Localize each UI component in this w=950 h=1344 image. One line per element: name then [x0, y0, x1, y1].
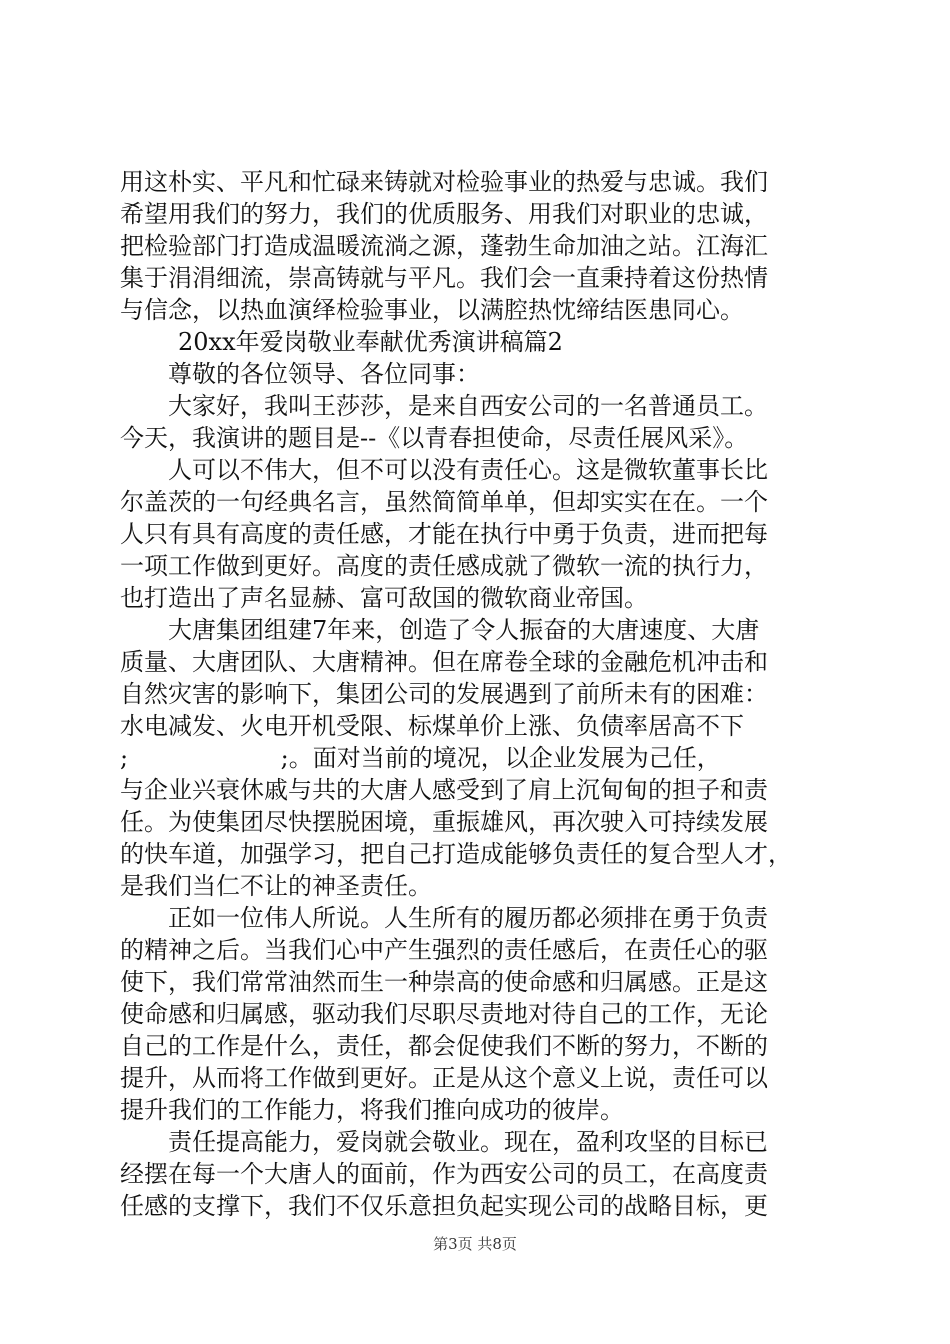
text-line: 用这朴实、平凡和忙碌来铸就对检验事业的热爱与忠诚。我们 [120, 168, 768, 196]
paragraph-start: 正如一位伟人所说。人生所有的履历都必须排在勇于负责 [168, 904, 768, 932]
paragraph-start: 责任提高能力，爱岗就会敬业。现在，盈利攻坚的目标已 [168, 1128, 768, 1156]
text-line: 与信念，以热血演绎检验事业，以满腔热忱缔结医患同心。 [120, 296, 744, 324]
page-footer: 第3页 共8页 [433, 1235, 517, 1253]
section-heading: 20xx年爱岗敬业奉献优秀演讲稿篇2 [178, 328, 563, 356]
text-line: 把检验部门打造成温暖流淌之源，蓬勃生命加油之站。江海汇 [120, 232, 768, 260]
text-line: 水电减发、火电开机受限、标煤单价上涨、负债率居高不下 [120, 712, 744, 740]
text-line: 经摆在每一个大唐人的面前，作为西安公司的员工，在高度责 [120, 1160, 768, 1188]
text-line: 任。为使集团尽快摆脱困境，重振雄风，再次驶入可持续发展 [120, 808, 768, 836]
paragraph-start: 人可以不伟大，但不可以没有责任心。这是微软董事长比 [168, 456, 768, 484]
text-line: 质量、大唐团队、大唐精神。但在席卷全球的金融危机冲击和 [120, 648, 768, 676]
text-line: 提升我们的工作能力，将我们推向成功的彼岸。 [120, 1096, 624, 1124]
text-line: 的快车道，加强学习，把自己打造成能够负责任的复合型人才， [120, 840, 792, 868]
text-line: 一项工作做到更好。高度的责任感成就了微软一流的执行力， [120, 552, 768, 580]
text-line: 人只有具有高度的责任感，才能在执行中勇于负责，进而把每 [120, 520, 768, 548]
text-line: 与企业兴衰休戚与共的大唐人感受到了肩上沉甸甸的担子和责 [120, 776, 768, 804]
text-line: 使下，我们常常油然而生一种崇高的使命感和归属感。正是这 [120, 968, 768, 996]
paragraph-start: 大唐集团组建7年来，创造了令人振奋的大唐速度、大唐 [168, 616, 760, 644]
text-line: 任感的支撑下，我们不仅乐意担负起实现公司的战略目标，更 [120, 1192, 768, 1220]
text-line: 提升，从而将工作做到更好。正是从这个意义上说，责任可以 [120, 1064, 768, 1092]
text-line: 今天，我演讲的题目是--《以青春担使命，尽责任展风采》。 [120, 424, 749, 452]
text-line: 使命感和归属感，驱动我们尽职尽责地对待自己的工作，无论 [120, 1000, 768, 1028]
text-line: 的精神之后。当我们心中产生强烈的责任感后，在责任心的驱 [120, 936, 768, 964]
text-line: 自己的工作是什么，责任，都会促使我们不断的努力，不断的 [120, 1032, 768, 1060]
text-line: 是我们当仁不让的神圣责任。 [120, 872, 432, 900]
paragraph-start: 大家好，我叫王莎莎，是来自西安公司的一名普通员工。 [168, 392, 768, 420]
text-line: 希望用我们的努力，我们的优质服务、用我们对职业的忠诚， [120, 200, 768, 228]
document-body [120, 166, 840, 1222]
text-line: 集于涓涓细流，崇高铸就与平凡。我们会一直秉持着这份热情 [120, 264, 768, 292]
text-line: 也打造出了声名显赫、富可敌国的微软商业帝国。 [120, 584, 648, 612]
text-line: 自然灾害的影响下，集团公司的发展遇到了前所未有的困难： [120, 680, 768, 708]
text-line: 尔盖茨的一句经典名言，虽然简简单单，但却实实在在。一个 [120, 488, 768, 516]
text-line: ; ;。面对当前的境况，以企业发展为己任， [120, 744, 721, 772]
salutation-line: 尊敬的各位领导、各位同事： [168, 360, 480, 388]
